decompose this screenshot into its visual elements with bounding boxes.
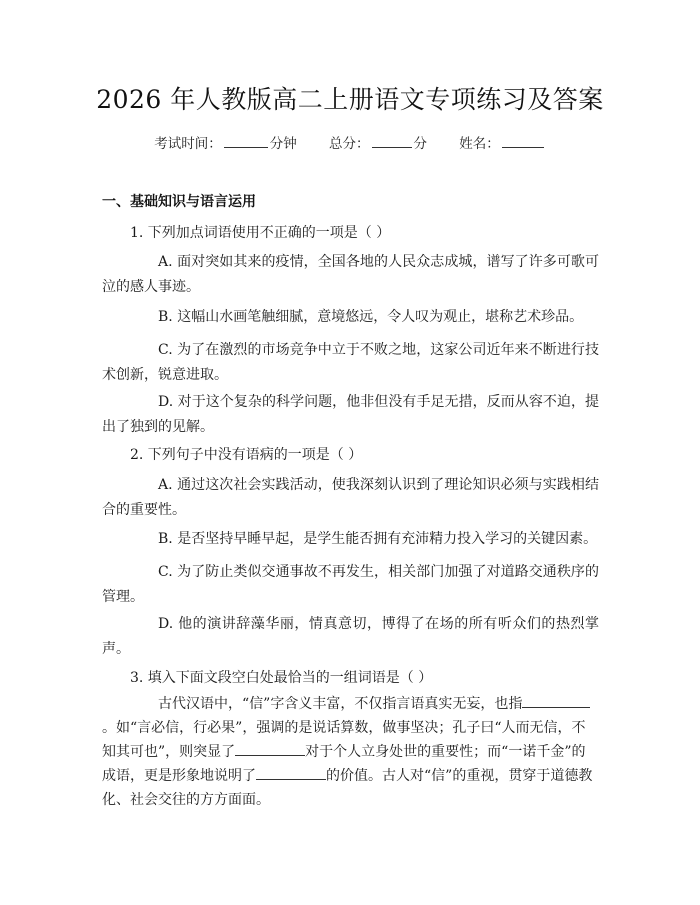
question-2-option-c: C. 为了防止类似交通事故不再发生，相关部门加强了对道路交通秩序的管理。 (102, 564, 599, 605)
question-1-stem: 1. 下列加点词语使用不正确的一项是（ ） (130, 225, 391, 241)
question-2-option-d: D. 他的演讲辞藻华丽，情真意切，博得了在场的所有听众们的热烈掌声。 (102, 616, 599, 657)
exam-info-line (0, 132, 700, 152)
total-score-unit: 分 (413, 136, 427, 152)
question-2-option-a: A. 通过这次社会实践活动，使我深刻认识到了理论知识必须与实践相结合的重要性。 (102, 477, 599, 518)
exam-time-unit: 分钟 (269, 136, 297, 152)
total-score-label: 总分： (329, 136, 370, 152)
exam-time-blank (224, 135, 268, 148)
total-score-field (329, 136, 431, 152)
question-2-stem: 2. 下列句子中没有语病的一项是（ ） (130, 447, 363, 463)
question-2-option-b: B. 是否坚持早睡早起，是学生能否拥有充沛精力投入学习的关键因素。 (158, 531, 598, 547)
question-3-passage (102, 692, 599, 812)
passage-part-1: 古代汉语中，“信”字含义丰富，不仅指言语真实无妄，也指 (158, 696, 523, 712)
name-field (459, 136, 546, 152)
passage-blank-2 (235, 743, 305, 756)
name-blank (502, 135, 544, 148)
passage-part-3: 对于个人立身处世的重要性；而“一诺千金”的成语，更是形象地说明了 (102, 744, 586, 784)
question-1-option-c: C. 为了在激烈的市场竞争中立于不败之地，这家公司近年来不断进行技术创新，锐意进取。 (102, 342, 599, 383)
name-label: 姓名： (459, 136, 500, 152)
question-1-option-d: D. 对于这个复杂的科学问题，他非但没有手足无措，反而从容不迫，提出了独到的见解。 (102, 394, 599, 435)
section-heading: 一、基础知识与语言运用 (102, 194, 256, 210)
passage-blank-1 (522, 695, 590, 708)
exam-time-field (154, 136, 301, 152)
question-1-option-a: A. 面对突如其来的疫情，全国各地的人民众志成城，谱写了许多可歌可泣的感人事迹。 (102, 254, 599, 295)
exam-time-label: 考试时间： (154, 136, 222, 152)
question-1-option-b: B. 这幅山水画笔触细腻，意境悠远，令人叹为观止，堪称艺术珍品。 (158, 309, 584, 325)
passage-part-4: 的价值。古人对“信”的重视，贯穿于道德教化、社会交往的方方面面。 (102, 768, 593, 808)
question-3-stem: 3. 填入下面文段空白处最恰当的一组词语是（ ） (130, 670, 433, 686)
page-title: 2026 年人教版高二上册语文专项练习及答案 (96, 85, 604, 114)
passage-part-2: 。如“言必信，行必果”，强调的是说话算数，做事坚决；孔子曰“人而无信，不知其可也”，则突显了 (102, 720, 586, 760)
total-score-blank (372, 135, 412, 148)
passage-blank-3 (256, 767, 326, 780)
